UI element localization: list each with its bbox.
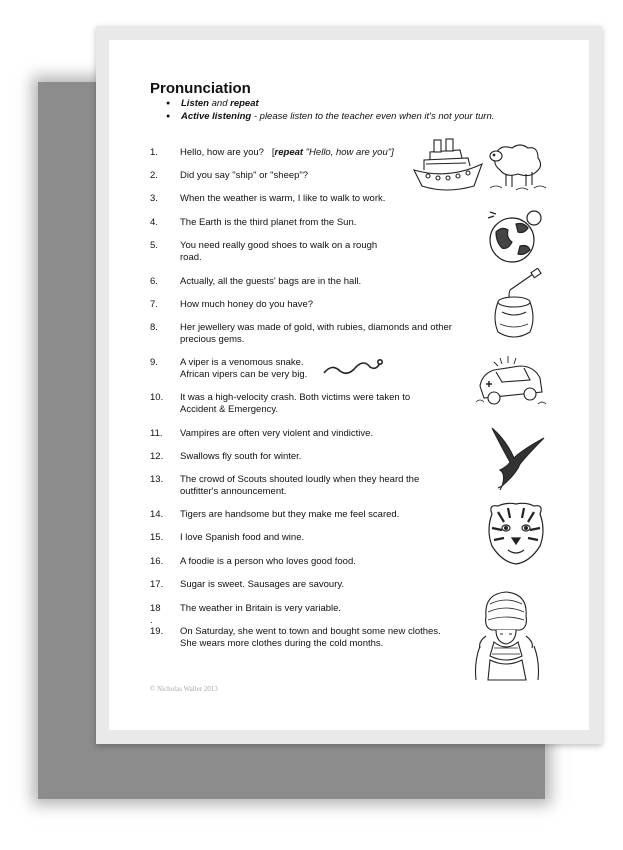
tiger-icon xyxy=(484,500,548,566)
sheep-icon xyxy=(486,140,548,194)
copyright-notice: © Nicholas Waller 2013 xyxy=(150,685,218,693)
earth-icon xyxy=(484,206,546,266)
ship-icon xyxy=(410,136,486,196)
crashed-car-icon xyxy=(472,352,548,412)
honey-pot-icon xyxy=(488,268,544,344)
snake-icon xyxy=(322,355,384,379)
swallow-icon xyxy=(488,424,548,490)
page-title: Pronunciation xyxy=(150,80,251,97)
instruction-active-listening: ● Active listening - please listen to the teacher even when it's not your turn. xyxy=(166,110,494,123)
instructions-list xyxy=(166,97,494,123)
woman-in-hat-icon xyxy=(470,586,544,682)
instruction-listen: ● Listen and repeat xyxy=(166,97,494,110)
